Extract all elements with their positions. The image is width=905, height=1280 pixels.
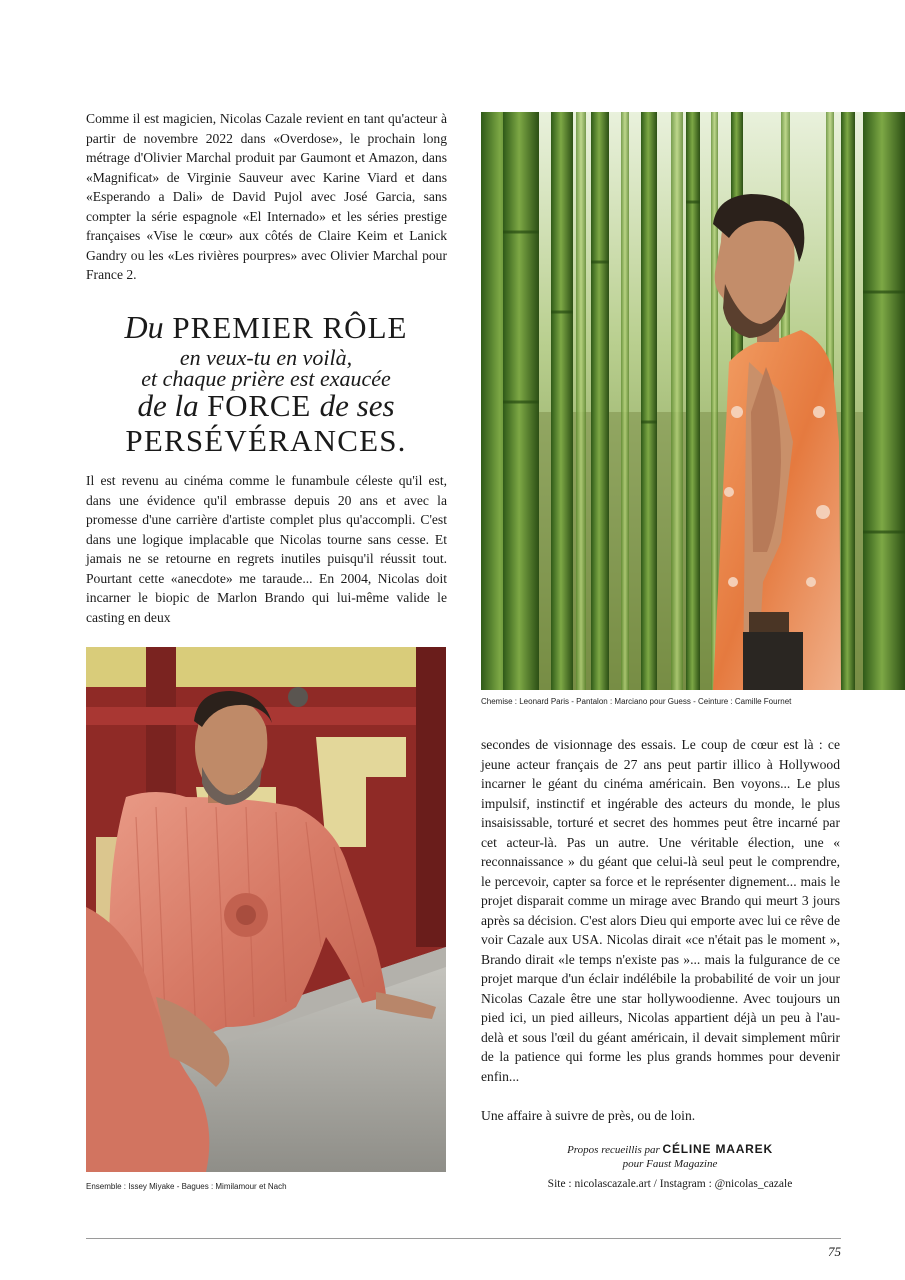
pull-quote-line: en veux-tu en voilà, (179, 345, 353, 370)
pull-quote-word: de la (137, 388, 199, 423)
photo-pink-outfit-portrait (86, 647, 446, 1172)
pull-quote-caps: FORCE (207, 388, 312, 423)
article-closing-line: Une affaire à suivre de près, ou de loin. (481, 1108, 696, 1123)
pull-quote-word: de ses (319, 388, 395, 423)
page-number: 75 (828, 1244, 841, 1259)
pull-quote (86, 308, 446, 458)
interview-credit (482, 1142, 858, 1157)
footer-rule (86, 1238, 841, 1239)
photo-bamboo-portrait (481, 112, 905, 690)
photo-caption-pink: Ensemble : Issey Miyake - Bagues : Mimilamour et Nach (86, 1182, 287, 1191)
article-paragraph-3: secondes de visionnage des essais. Le coup de cœur est là : ce jeune acteur français de 27 ans peut partir illico à Hollywood incarner le géant du cinéma américain. Ben voyons... Le plus impulsif, instinctif et ingérable des acteurs du monde, le plus insaisissable, torturé et secret des hommes peut être incarné par cet acteur-là. Pas un autre. Une véritable élection, une « reconnaissance » du géant que celui-là seul peut le comprendre, le percevoir, capter sa force et le représenter dignement... mais le projet disparait comme un mirage avec Brando qui meurt 3 jours après sa décision. C'est alors Dieu qui emporte avec lui ce rêve de voir Cazale aux USA. Nicolas dirait «ce n'était pas le moment », Brando dirait «le temps n'existe pas »... mais la fulgurance de ce projet marque d'un éclair indélébile la probabilité de voir un jour Nicolas Cazale être une star hollywoodienne. Avec toujours un pied ici, un pied ailleurs, Nicolas appartient déjà un peu à l'au-delà et sous l'œil du géant américain, il devait simplement mûrir de la patience qui forme les plus grands hommes pour devenir enfin... (481, 737, 840, 1084)
pull-quote-line: et chaque prière est exaucée (141, 366, 391, 391)
pull-quote-caps: PREMIER RÔLE (172, 310, 408, 345)
credit-prefix: Propos recueillis par (567, 1144, 660, 1156)
pull-quote-word: Du (124, 309, 164, 345)
photo-caption-bamboo: Chemise : Leonard Paris - Pantalon : Marciano pour Guess - Ceinture : Camille Fournet (481, 697, 792, 706)
credit-publication: pour Faust Magazine (622, 1158, 718, 1170)
credit-site-instagram: Site : nicolascazale.art / Instagram : @nicolas_cazale (547, 1178, 793, 1190)
article-paragraph-1: Comme il est magicien, Nicolas Cazale revient en tant qu'acteur à partir de novembre 2022 dans «Overdose», le prochain long métrage d'Olivier Marchal produit par Gaumont et Amazon, dans «Magnificat» de Virginie Sauveur avec Karine Viard et dans «Esperando a Dali» de David Pujol avec José Garcia, sans compter la série espagnole «El Internado» et les séries prestige françaises «Vise le cœur» aux côtés de Claire Keim et Lanick Gandry ou les «Les rivières pourpres» avec Olivier Marchal pour France 2. (86, 111, 447, 282)
pull-quote-caps: PERSÉVÉRANCES. (125, 423, 407, 458)
credit-author: CÉLINE MAAREK (662, 1142, 773, 1156)
article-paragraph-2: Il est revenu au cinéma comme le funambule céleste qu'il est, dans une évidence qu'il embrasse depuis 20 ans et avec la promesse d'une carrière d'artiste complet plus qu'accompli. C'est dans une logique implacable que Nicolas tourne sans cesse. Et jamais ne se retourne en regrets inutiles puisqu'il réussit tout. Pourtant cette «anecdote» me taraude... En 2004, Nicolas doit incarner le biopic de Marlon Brando qui lui-même valide le casting en deux (86, 473, 447, 625)
